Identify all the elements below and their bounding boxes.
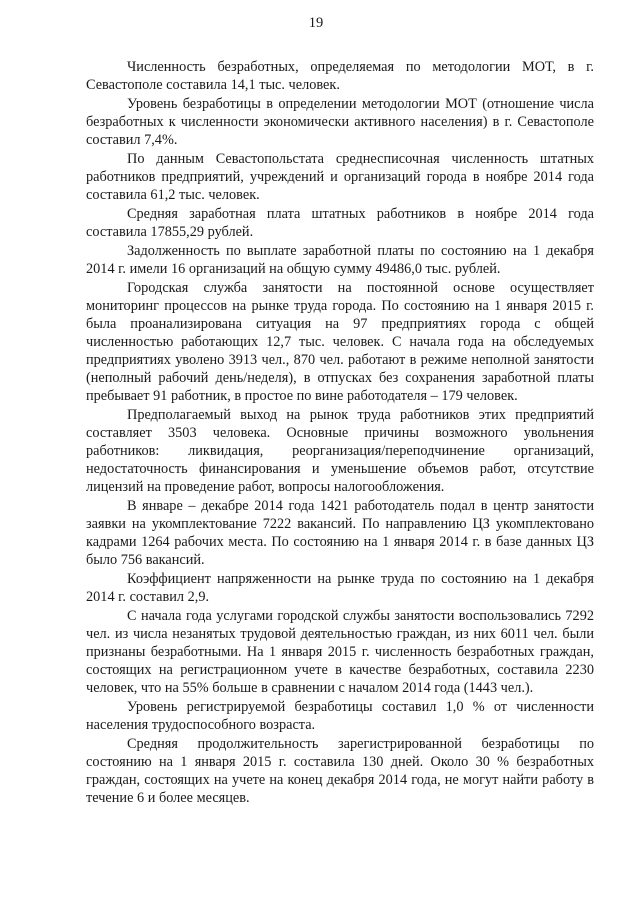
paragraph-unemployment-duration: Средняя продолжительность зарегистрированной безработицы по состоянию на 1 января 2015 г. составила 130 дней. Около 30 % безработных граждан, состоящих на учете на конец декабря 2014 года, не могут найти работу в течение 6 и более месяцев.: [86, 736, 594, 806]
paragraph-employment-service: С начала года услугами городской службы занятости воспользовались 7292 чел. из числа незанятых трудовой деятельностью граждан, из них 6011 чел. были признаны безработными. На 1 января 2015 г. численность безработных граждан, состоящих на регистрационном учете в качестве безработных, составила 2230 человек, что на 55% больше в сравнении с началом 2014 года (1443 чел.).: [86, 608, 594, 696]
paragraph-unemployed-count: Численность безработных, определяемая по методологии МОТ, в г. Севастополе составила 14,1 тыс. человек.: [86, 59, 594, 93]
paragraph-vacancies: В январе – декабре 2014 года 1421 работодатель подал в центр занятости заявки на укомплектование 7222 вакансий. По направлению ЦЗ укомплектовано кадрами 1264 рабочих места. По состоянию на 1 января 2014 г. в базе данных ЦЗ было 756 вакансий.: [86, 498, 594, 568]
document-body: [86, 58, 594, 808]
paragraph-tension-coefficient: Коэффициент напряженности на рынке труда по состоянию на 1 декабря 2014 г. составил 2,9.: [86, 571, 594, 605]
paragraph-expected-layoffs: Предполагаемый выход на рынок труда работников этих предприятий составляет 3503 человека. Основные причины возможного увольнения работников: ликвидация, реорганизация/переподчинение организаций, недостаточность финансирования и уменьшение объемов работ, отсутствие лицензий на проведение работ, вопросы налогообложения.: [86, 407, 594, 495]
paragraph-wage-arrears: Задолженность по выплате заработной платы по состоянию на 1 декабря 2014 г. имели 16 организаций на общую сумму 49486,0 тыс. рублей.: [86, 243, 594, 277]
paragraph-staff-headcount: По данным Севастопольстата среднесписочная численность штатных работников предприятий, учреждений и организаций города в ноябре 2014 года составила 61,2 тыс. человек.: [86, 151, 594, 203]
page-number: 19: [308, 15, 324, 31]
paragraph-average-salary: Средняя заработная плата штатных работников в ноябре 2014 года составила 17855,29 рублей.: [86, 206, 594, 240]
paragraph-labor-monitoring: Городская служба занятости на постоянной основе осуществляет мониторинг процессов на рынке труда города. По состоянию на 1 января 2015 г. была проанализирована ситуация на 97 предприятиях города с общей численностью работающих 12,7 тыс. человек. С начала года на обследуемых предприятиях уволено 3913 чел., 870 чел. работают в режиме неполной занятости (неполный рабочий день/неделя), в отпусках без сохранения заработной платы пребывает 91 работник, в простое по вине работодателя – 179 человек.: [86, 280, 594, 404]
paragraph-unemployment-rate: Уровень безработицы в определении методологии МОТ (отношение числа безработных к численности экономически активного населения) в г. Севастополе составил 7,4%.: [86, 96, 594, 148]
paragraph-registered-unemployment: Уровень регистрируемой безработицы составил 1,0 % от численности населения трудоспособного возраста.: [86, 699, 594, 733]
